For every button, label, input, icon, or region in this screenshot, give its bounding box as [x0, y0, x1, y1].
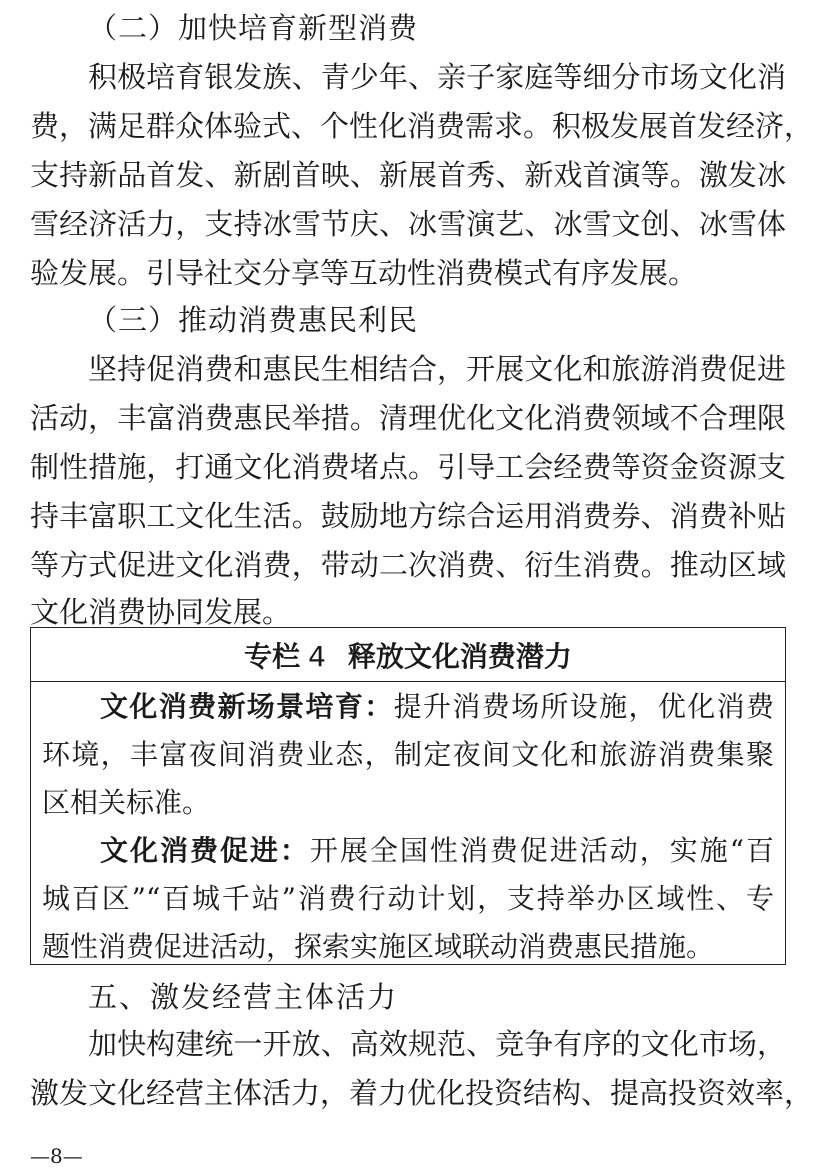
column-item-1-lead: 文化消费新场景培育：	[100, 690, 394, 723]
column-item-1-text: 提升消费场所设施，优化消费	[393, 690, 774, 723]
section-heading-2: （二）加快培育新型消费	[88, 11, 419, 45]
column-item-1-first-line	[100, 690, 774, 723]
paragraph-line: 持丰富职工文化生活。鼓励地方综合运用消费券、消费补贴	[30, 499, 786, 533]
paragraph-line: 验发展。引导社交分享等互动性消费模式有序发展。	[30, 256, 698, 290]
column-item-line: 区相关标准。	[42, 786, 211, 819]
paragraph-line: 等方式促进文化消费，带动二次消费、衍生消费。推动区域	[30, 548, 786, 582]
paragraph-line: 支持新品首发、新剧首映、新展首秀、新戏首演等。激发冰	[30, 158, 786, 192]
paragraph-line: 激发文化经营主体活力，着力优化投资结构、提高投资效率，	[30, 1076, 814, 1110]
column-item-2-first-line	[100, 834, 774, 867]
column-box-divider	[30, 681, 786, 682]
column-item-2-text: 开展全国性消费促进活动，实施“百	[309, 834, 774, 867]
paragraph-line: 坚持促消费和惠民生相结合，开展文化和旅游消费促进	[88, 352, 786, 386]
column-box-label: 专栏	[244, 640, 301, 673]
paragraph-line: 制性措施，打通文化消费堵点。引导工会经费等资金资源支	[30, 450, 786, 484]
column-box-title-text: 释放文化消费潜力	[347, 640, 572, 673]
paragraph-line: 文化消费协同发展。	[30, 595, 292, 629]
paragraph-line: 活动，丰富消费惠民举措。清理优化文化消费领域不合理限	[30, 401, 786, 435]
column-item-line: 环境，丰富夜间消费业态，制定夜间文化和旅游消费集聚	[42, 738, 774, 771]
column-item-2-lead: 文化消费促进：	[100, 834, 310, 867]
paragraph-line: 加快构建统一开放、高效规范、竞争有序的文化市场，	[88, 1027, 786, 1061]
column-item-line: 城百区”“百城千站”消费行动计划，支持举办区域性、专	[42, 882, 774, 915]
page-number: —8—	[30, 1144, 83, 1168]
column-box-title	[30, 640, 786, 673]
column-box-number: 4	[308, 640, 326, 673]
column-item-line: 题性消费促进活动，探索实施区域联动消费惠民措施。	[42, 930, 715, 963]
section-heading-3: （三）推动消费惠民利民	[88, 303, 419, 337]
paragraph-line: 费，满足群众体验式、个性化消费需求。积极发展首发经济，	[30, 109, 814, 143]
paragraph-line: 积极培育银发族、青少年、亲子家庭等细分市场文化消	[88, 60, 786, 94]
section-heading-5: 五、激发经营主体活力	[88, 980, 399, 1014]
paragraph-line: 雪经济活力，支持冰雪节庆、冰雪演艺、冰雪文创、冰雪体	[30, 207, 786, 241]
